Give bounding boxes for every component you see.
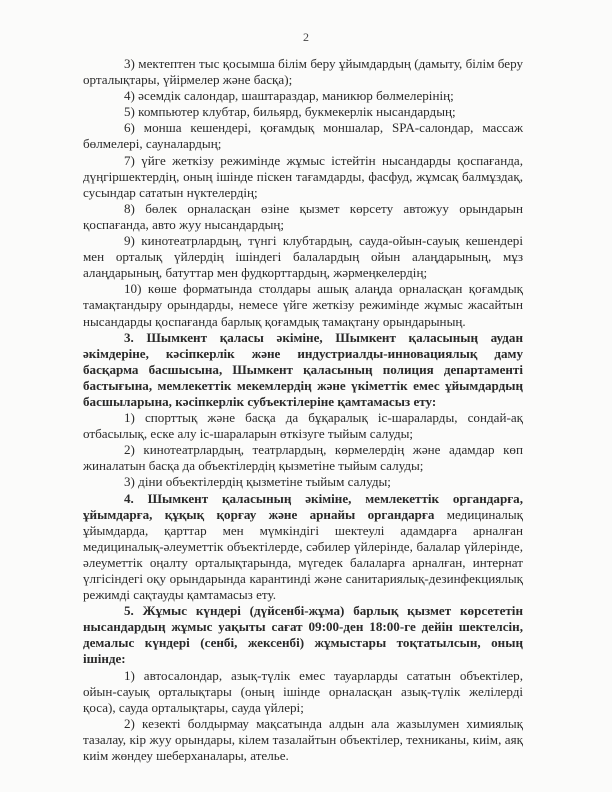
list-item-3: 3) мектептен тыс қосымша білім беру ұйымдардың (дамыту, білім беру орталықтары, үйірмелер және басқа); (83, 56, 523, 88)
list-item-4: 4) әсемдік салондар, шаштараздар, маникюр бөлмелерінің; (124, 88, 454, 104)
list-item-9: 9) кинотеатрлардың, түнгі клубтардың, сауда-ойын-сауық кешендері мен орталық үйлердің ішіндегі балалардың ойын алаңдарының, мұз алаңдарының, батуттар мен фудкорттардың, жәрмеңкелердің; (83, 233, 523, 281)
page-number: 2 (303, 30, 309, 44)
document-body (83, 56, 523, 764)
section-4 (83, 491, 523, 604)
section-4-bold-lead: 4. Шымкент қаласының әкіміне, мемлекеттік органдарға, ұйымдарға, құқық қорғау және арнайы органдарға (83, 490, 523, 522)
section-5-item-1: 1) автосалондар, азық-түлік емес тауарларды сататын объектілер, ойын-сауық орталықтары (оның ішінде орналасқан азық-түлік желілерді қоса), сауда орталықтары, сауда үйлері; (83, 667, 523, 715)
section-3-item-1: 1) спорттық және басқа да бұқаралық іс-шараларды, сондай-ақ отбасылық, еске алу іс-шараларын өткізуге тыйым салуды; (83, 410, 523, 442)
section-3-item-2: 2) кинотеатрлардың, театрлардың, көрмелердің және адамдар көп жиналатын басқа да объектілердің қызметіне тыйым салуды; (83, 442, 523, 474)
section-5-item-2: 2) кезекті болдырмау мақсатында алдын ала жазылумен химиялық тазалау, кір жуу орындары, кілем тазалайтын объектілер, техниканы, киім, аяқ киім жөндеу шеберханалары, ателье. (83, 715, 523, 764)
list-item-5: 5) компьютер клубтар, бильярд, букмекерлік нысандардың; (124, 104, 456, 120)
section-3-item-3: 3) діни объектілердің қызметіне тыйым салуды; (124, 474, 391, 490)
list-item-7: 7) үйге жеткізу режимінде жұмыс істейтін нысандарды қоспағанда, дүңгіршектердің, оның ішінде піскен тағамдарды, фасфуд, жұмсақ балмұздақ, сусындар сататын нүктелердің; (83, 152, 523, 200)
list-item-6: 6) монша кешендері, қоғамдық моншалар, SPA-салондар, массаж бөлмелері, сауналардың; (83, 120, 523, 152)
section-3-heading: 3. Шымкент қаласы әкіміне, Шымкент қаласының аудан әкімдеріне, кәсіпкерлік және индустриалды-инновациялық даму басқарма басшысына, Шымкент қаласының полиция департаменті бастығына, мемлекеттік мекемлердің және үкіметтік емес ұйымдардың басшыларына, кәсіпкерлік субъектілеріне қамтамасыз ету: (83, 329, 523, 409)
section-4-text: медициналық ұйымдарда, қарттар мен мүмкіндігі шектеулі адамдарға арналған медициналық-әлеуметтік объектілерде, сәбилер үйлерінде, балалар үйлерінде, әлеуметтік оңалту орталықтарында, мүгедек балаларға арналған, интернат үлгісіндегі оқу орындарында карантинді және санитариялық-дезинфекциялық режимді сақтауды қамтамасыз ету. (83, 506, 523, 603)
section-5-heading: 5. Жұмыс күндері (дүйсенбі-жұма) барлық қызмет көрсететін нысандардың жұмыс уақыты сағат 09:00-ден 18:00-ге дейін шектелсін, демалыс күндері (сенбі, жексенбі) жұмыстары тоқтатылсын, оның ішінде: (83, 603, 523, 667)
list-item-10: 10) көше форматында столдары ашық алаңда орналасқан қоғамдық тамақтандыру орындарды, немесе үйге жеткізу режимінде жұмыс жасайтын нысандарды қоспағанда барлық қоғамдық тамақтану орындарының. (83, 281, 523, 329)
list-item-8: 8) бөлек орналасқан өзіне қызмет көрсету автожуу орындарын қоспағанда, авто жуу нысандардың; (83, 200, 523, 232)
